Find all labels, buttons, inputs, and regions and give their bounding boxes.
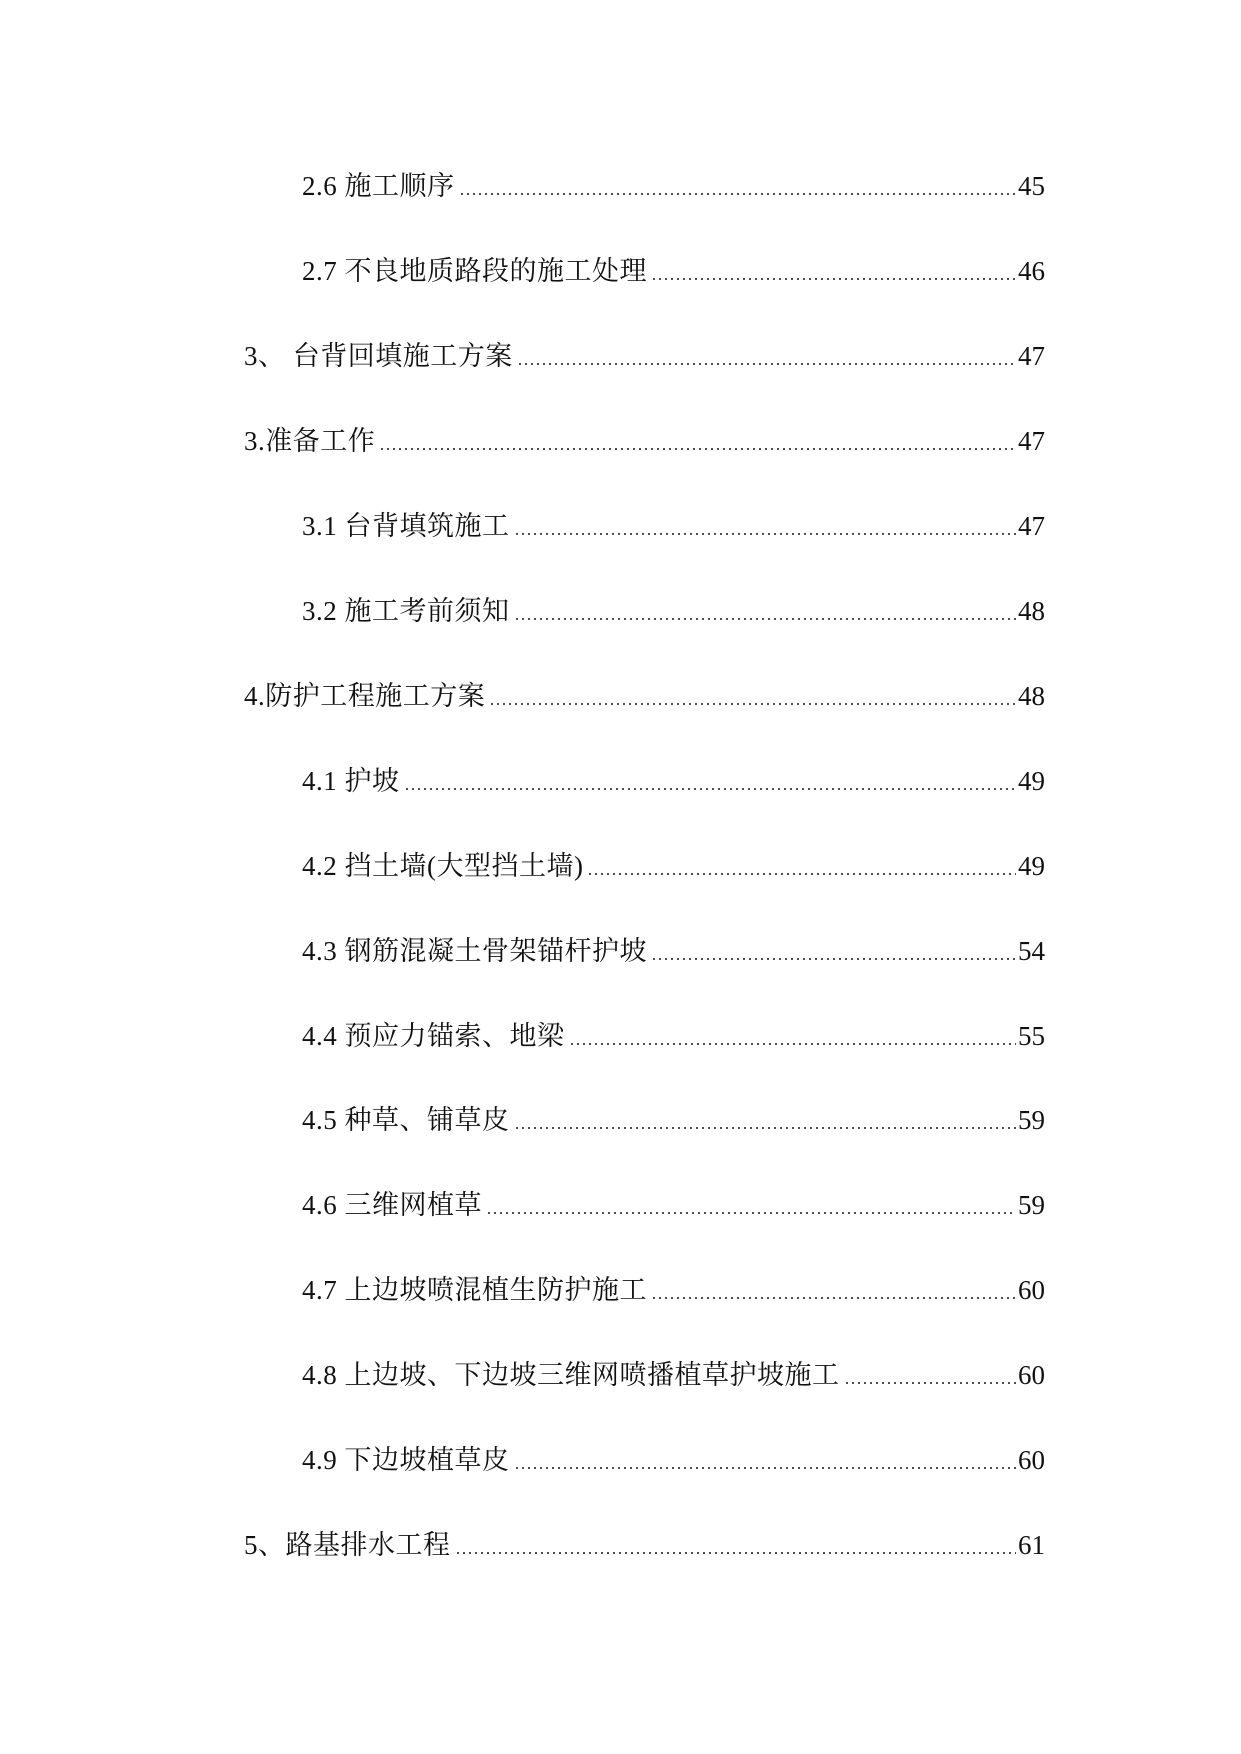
toc-entry[interactable]: [302, 502, 1045, 542]
toc-entry-title: 5、路基排水工程: [244, 1530, 451, 1560]
toc-entry-page: 48: [1018, 596, 1045, 626]
toc-entry[interactable]: [302, 1181, 1045, 1221]
toc-entry[interactable]: [244, 417, 1045, 457]
toc-entry[interactable]: [302, 1096, 1045, 1136]
toc-entry[interactable]: [302, 162, 1045, 202]
toc-entry-page: 54: [1018, 936, 1045, 966]
dot-leader: [514, 1467, 1017, 1469]
toc-entry[interactable]: [302, 587, 1045, 627]
toc-entry-title: 4.防护工程施工方案: [244, 681, 486, 711]
toc-entry-page: 46: [1018, 256, 1045, 286]
toc-entry-title: 4.7 上边坡喷混植生防护施工: [302, 1275, 647, 1305]
toc-entry[interactable]: [302, 842, 1045, 882]
toc-entry-page: 49: [1018, 851, 1045, 881]
toc-entry-title: 4.9 下边坡植草皮: [302, 1445, 510, 1475]
toc-entry-page: 60: [1018, 1275, 1045, 1305]
toc-entry-title: 3.2 施工考前须知: [302, 596, 510, 626]
toc-entry-page: 47: [1018, 341, 1045, 371]
dot-leader: [455, 1552, 1017, 1554]
dot-leader: [651, 1297, 1016, 1299]
toc-entry-title: 2.6 施工顺序: [302, 171, 455, 201]
toc-entry[interactable]: [302, 1351, 1045, 1391]
toc-entry-title: 4.3 钢筋混凝土骨架锚杆护坡: [302, 936, 647, 966]
dot-leader: [486, 1212, 1016, 1214]
toc-entry-title: 2.7 不良地质路段的施工处理: [302, 256, 647, 286]
toc-entry[interactable]: [302, 1012, 1045, 1052]
toc-entry[interactable]: [302, 247, 1045, 287]
toc-entry-page: 59: [1018, 1190, 1045, 1220]
dot-leader: [489, 703, 1016, 705]
toc-entry-title: 3.准备工作: [244, 426, 376, 456]
toc-entry[interactable]: [302, 757, 1045, 797]
dot-leader: [514, 533, 1017, 535]
toc-entry-title: 4.8 上边坡、下边坡三维网喷播植草护坡施工: [302, 1360, 840, 1390]
toc-entry-page: 45: [1018, 171, 1045, 201]
toc-entry-page: 48: [1018, 681, 1045, 711]
toc-entry-title: 4.1 护坡: [302, 766, 400, 796]
toc-entry-title: 3、 台背回填施工方案: [244, 341, 513, 371]
dot-leader: [651, 278, 1016, 280]
toc-entry[interactable]: [302, 1266, 1045, 1306]
dot-leader: [379, 448, 1016, 450]
dot-leader: [651, 958, 1016, 960]
toc-entry-page: 60: [1018, 1445, 1045, 1475]
toc-entry[interactable]: [302, 1436, 1045, 1476]
toc-entry-page: 60: [1018, 1360, 1045, 1390]
toc-entry[interactable]: [244, 1521, 1045, 1561]
toc-entry[interactable]: [244, 672, 1045, 712]
toc-entry-page: 61: [1018, 1530, 1045, 1560]
dot-leader: [514, 1127, 1017, 1129]
dot-leader: [459, 193, 1017, 195]
toc-entry-page: 49: [1018, 766, 1045, 796]
toc-entry-title: 4.6 三维网植草: [302, 1190, 482, 1220]
toc-entry-title: 4.2 挡土墙(大型挡土墙): [302, 851, 584, 881]
toc-entry-page: 59: [1018, 1105, 1045, 1135]
toc-entry-page: 47: [1018, 426, 1045, 456]
toc-entry-page: 55: [1018, 1021, 1045, 1051]
toc-entry-page: 47: [1018, 511, 1045, 541]
toc-entry-title: 3.1 台背填筑施工: [302, 511, 510, 541]
toc-entry[interactable]: [244, 332, 1045, 372]
toc-entry-title: 4.4 预应力锚索、地梁: [302, 1021, 565, 1051]
dot-leader: [569, 1043, 1017, 1045]
dot-leader: [844, 1382, 1017, 1384]
toc-entry[interactable]: [302, 927, 1045, 967]
dot-leader: [517, 363, 1016, 365]
toc-entry-title: 4.5 种草、铺草皮: [302, 1105, 510, 1135]
dot-leader: [587, 873, 1016, 875]
dot-leader: [404, 788, 1017, 790]
dot-leader: [514, 618, 1017, 620]
